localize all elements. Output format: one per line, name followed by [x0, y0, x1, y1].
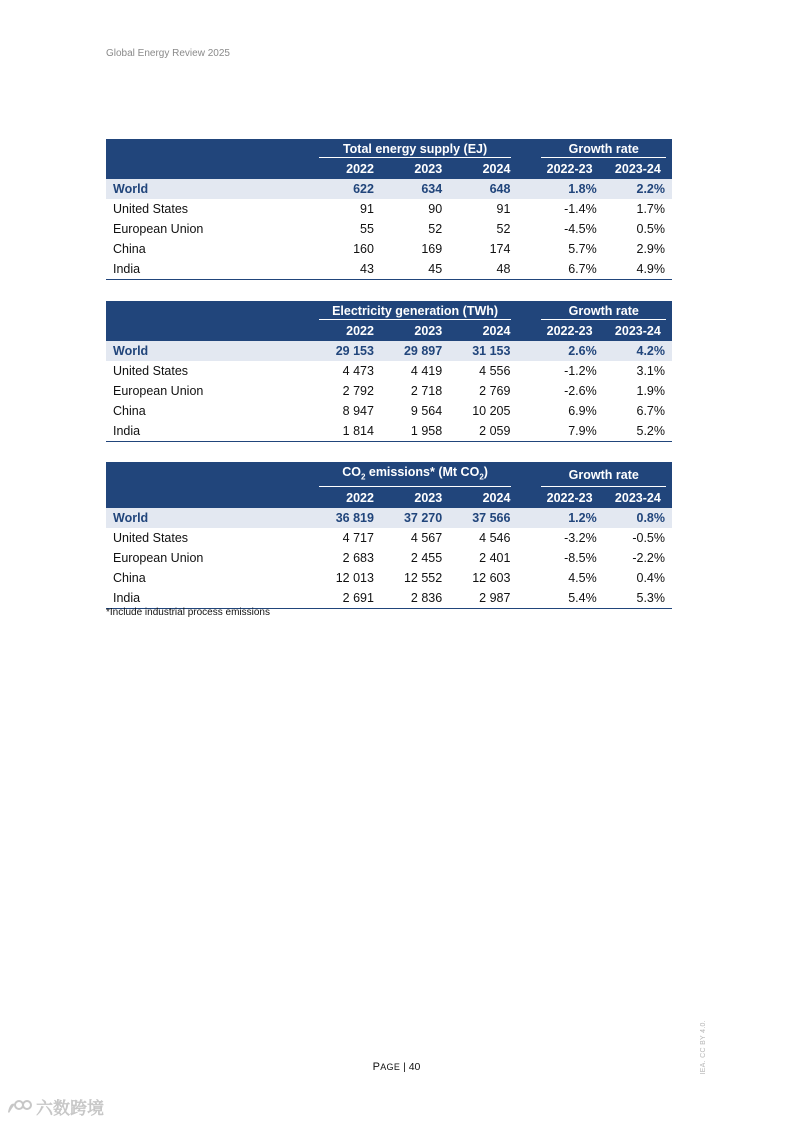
data-table: [106, 139, 672, 280]
value-cell: 31 153: [449, 341, 517, 361]
value-cell: 4 473: [342, 364, 374, 378]
metric-title: Electricity generation (TWh): [313, 301, 518, 321]
growth-title: Growth rate: [535, 139, 672, 159]
region-label: United States: [113, 364, 189, 378]
region-label: China: [113, 570, 146, 585]
value-cell: 2 691: [313, 588, 381, 609]
region-label: India: [106, 259, 313, 280]
growth-cell: 1.9%: [636, 384, 665, 398]
table-row: [106, 588, 672, 609]
table-row: [106, 508, 672, 528]
growth-cell: -2.6%: [564, 384, 597, 398]
year-header: 2022: [313, 321, 381, 341]
value-cell: 1 814: [313, 421, 381, 442]
growth-cell: 2.9%: [636, 242, 665, 256]
value-cell: 29 153: [313, 341, 381, 361]
value-cell: 2 769: [479, 384, 511, 398]
growth-cell: 1.8%: [535, 179, 603, 199]
growth-title: Growth rate: [535, 462, 672, 488]
value-cell: 29 897: [381, 341, 449, 361]
growth-title: Growth rate: [535, 301, 672, 321]
growth-cell: 5.3%: [604, 588, 672, 609]
year-header: 2024: [449, 159, 517, 179]
year-header: 2023: [381, 159, 449, 179]
growth-cell: 3.1%: [636, 364, 665, 378]
table-header-group-row: [106, 139, 672, 159]
value-cell: 52: [496, 222, 511, 236]
watermark-logo-icon: [6, 1098, 32, 1116]
value-cell: 43: [313, 259, 381, 280]
table-row: [106, 381, 672, 401]
table-row: [106, 421, 672, 442]
region-label: European Union: [113, 222, 204, 236]
data-table: [106, 462, 672, 609]
value-cell: 48: [449, 259, 517, 280]
value-cell: 2 792: [342, 384, 374, 398]
value-cell: 4 419: [410, 364, 443, 378]
growth-cell: 5.4%: [535, 588, 603, 609]
growth-cell: -0.5%: [632, 530, 665, 545]
growth-cell: 6.7%: [535, 259, 603, 280]
table-row: [106, 401, 672, 421]
region-label: European Union: [113, 550, 204, 565]
table-row: [106, 239, 672, 259]
table-header-year-row: [106, 159, 672, 179]
growth-cell: 2.6%: [535, 341, 603, 361]
watermark-text: 六数跨境: [36, 1099, 104, 1118]
year-header: 2024: [449, 488, 517, 508]
value-cell: 4 717: [342, 530, 374, 545]
metric-title: $CO_2$ emissions* (Mt $CO_2$): [313, 462, 518, 488]
growth-cell: 5.2%: [604, 421, 672, 442]
growth-cell: 4.2%: [604, 341, 672, 361]
value-cell: 8 947: [342, 404, 374, 418]
growth-cell: 7.9%: [535, 421, 603, 442]
value-cell: 2 401: [479, 550, 511, 565]
table-header-group-row: [106, 301, 672, 321]
year-header: 2024: [449, 321, 517, 341]
growth-period-header: 2023-24: [604, 488, 672, 508]
page-label: PAGE: [372, 1061, 401, 1073]
table-row: [106, 548, 672, 568]
value-cell: 622: [313, 179, 381, 199]
region-label: United States: [113, 202, 189, 216]
growth-cell: -8.5%: [564, 550, 597, 565]
value-cell: 169: [421, 242, 443, 256]
table-row: [106, 219, 672, 239]
header-blank: [106, 139, 313, 159]
value-cell: 2 987: [449, 588, 517, 609]
table-row: [106, 179, 672, 199]
region-label: United States: [113, 530, 189, 545]
growth-cell: 5.7%: [568, 242, 597, 256]
region-label: India: [106, 588, 313, 609]
footnote: *Include industrial process emissions: [106, 607, 270, 618]
region-label: European Union: [113, 384, 204, 398]
year-header: 2022: [313, 488, 381, 508]
region-label: China: [113, 404, 146, 418]
value-cell: 36 819: [313, 508, 381, 528]
growth-cell: 4.9%: [604, 259, 672, 280]
growth-period-header: 2022-23: [535, 321, 603, 341]
table-header-group-row: [106, 462, 672, 488]
header-blank: [106, 462, 313, 488]
value-cell: 37 566: [449, 508, 517, 528]
table-row: [106, 568, 672, 588]
page-number: 40: [408, 1061, 421, 1073]
growth-cell: 1.7%: [636, 202, 665, 216]
value-cell: 2 059: [449, 421, 517, 442]
data-table: [106, 301, 672, 442]
watermark: [6, 1094, 104, 1119]
value-cell: 52: [428, 222, 443, 236]
value-cell: 2 683: [342, 550, 374, 565]
value-cell: 2 718: [410, 384, 443, 398]
growth-cell: 0.4%: [636, 570, 665, 585]
growth-cell: -1.2%: [564, 364, 597, 378]
table-row: [106, 199, 672, 219]
table-row: [106, 528, 672, 548]
growth-cell: 6.7%: [636, 404, 665, 418]
value-cell: 2 455: [410, 550, 443, 565]
value-cell: 12 603: [472, 570, 511, 585]
growth-period-header: 2023-24: [604, 321, 672, 341]
growth-cell: -1.4%: [564, 202, 597, 216]
growth-cell: 0.5%: [636, 222, 665, 236]
table-header-year-row: [106, 321, 672, 341]
region-label: World: [106, 341, 313, 361]
region-label: World: [106, 508, 313, 528]
year-header: 2023: [381, 321, 449, 341]
table-row: [106, 361, 672, 381]
value-cell: 91: [496, 202, 511, 216]
growth-period-header: 2022-23: [535, 159, 603, 179]
running-header: Global Energy Review 2025: [106, 48, 230, 59]
growth-cell: 4.5%: [568, 570, 597, 585]
value-cell: 634: [381, 179, 449, 199]
value-cell: 174: [489, 242, 511, 256]
value-cell: 12 013: [335, 570, 374, 585]
value-cell: 12 552: [403, 570, 443, 585]
value-cell: 37 270: [381, 508, 449, 528]
growth-cell: 1.2%: [535, 508, 603, 528]
growth-cell: 0.8%: [604, 508, 672, 528]
value-cell: 90: [428, 202, 443, 216]
value-cell: 1 958: [381, 421, 449, 442]
metric-title: Total energy supply (EJ): [313, 139, 518, 159]
growth-cell: -2.2%: [632, 550, 665, 565]
growth-cell: 6.9%: [568, 404, 597, 418]
region-label: India: [106, 421, 313, 442]
growth-period-header: 2023-24: [604, 159, 672, 179]
year-header: 2022: [313, 159, 381, 179]
value-cell: 4 567: [410, 530, 443, 545]
value-cell: 160: [353, 242, 374, 256]
growth-cell: 2.2%: [604, 179, 672, 199]
value-cell: 9 564: [410, 404, 443, 418]
value-cell: 4 556: [479, 364, 511, 378]
growth-cell: -4.5%: [564, 222, 597, 236]
page-separator: |: [403, 1061, 409, 1073]
table-row: [106, 259, 672, 280]
region-label: World: [106, 179, 313, 199]
value-cell: 55: [360, 222, 374, 236]
page-footer: [0, 1061, 793, 1073]
value-cell: 91: [360, 202, 374, 216]
table-row: [106, 341, 672, 361]
value-cell: 4 546: [479, 530, 511, 545]
value-cell: 10 205: [472, 404, 511, 418]
growth-period-header: 2022-23: [535, 488, 603, 508]
value-cell: 45: [381, 259, 449, 280]
year-header: 2023: [381, 488, 449, 508]
value-cell: 2 836: [381, 588, 449, 609]
header-blank: [106, 301, 313, 321]
table-header-year-row: [106, 488, 672, 508]
value-cell: 648: [449, 179, 517, 199]
license-note: IEA. CC BY 4.0.: [700, 1020, 707, 1075]
region-label: China: [113, 242, 146, 256]
growth-cell: -3.2%: [564, 530, 597, 545]
